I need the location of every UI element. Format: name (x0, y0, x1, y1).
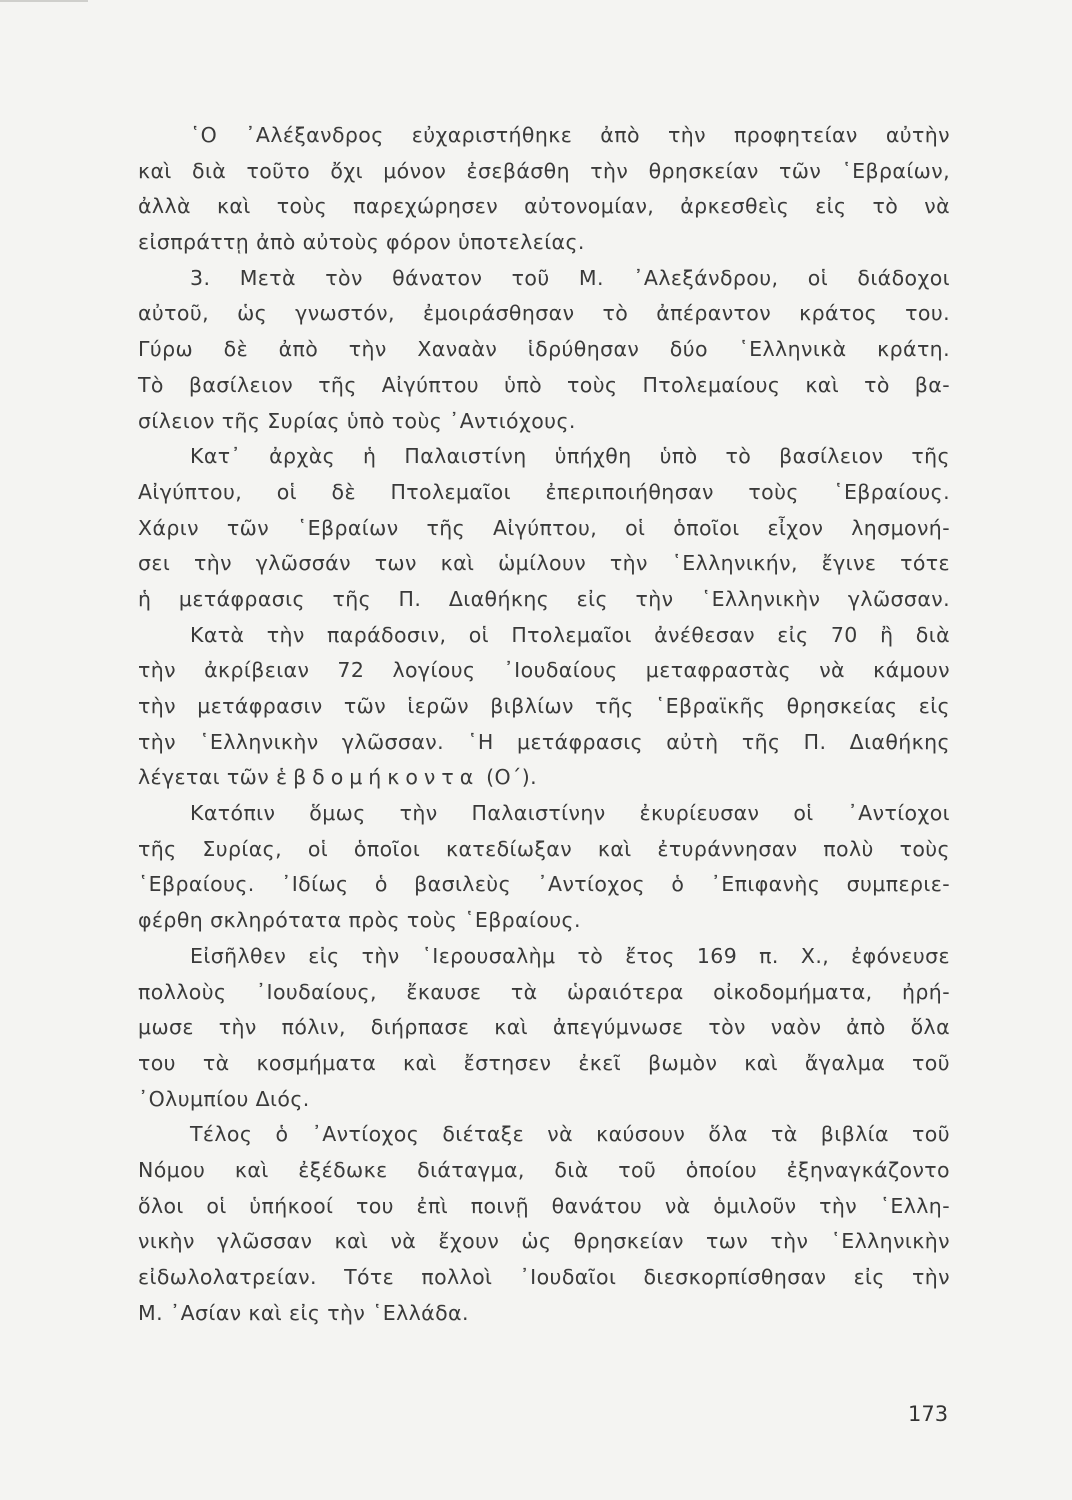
text-line: σει τὴν γλῶσσάν των καὶ ὡμίλουν τὴν ῾Ελληνικήν, ἔγινε τότε (138, 551, 950, 576)
text-line: Εἰσῆλθεν εἰς τὴν ῾Ιερουσαλὴμ τὸ ἔτος 169 π. Χ., ἐφόνευσε (190, 943, 950, 968)
text-line: ἡ μετάφρασις τῆς Π. Διαθήκης εἰς τὴν ῾Ελληνικὴν γλῶσσαν. (138, 586, 950, 611)
text-line: ῾Ο ᾿Αλέξανδρος εὐχαριστήθηκε ἀπὸ τὴν προφητείαν αὐτὴν (190, 123, 950, 147)
text-line: εἰδωλολατρείαν. Τότε πολλοὶ ᾿Ιουδαῖοι διεσκορπίσθησαν εἰς τὴν (138, 1265, 950, 1289)
text-line: τὴν μετάφρασιν τῶν ἱερῶν βιβλίων τῆς ῾Εβραϊκῆς θρησκείας εἰς (138, 694, 950, 718)
text-line: σίλειον τῆς Συρίας ὑπὸ τοὺς ᾿Αντιόχους. (138, 408, 576, 433)
emphasized-word: ἑβδομήκοντα (276, 765, 480, 790)
text-line: λέγεται τῶν ἑβδομήκοντα (Ο΄). (138, 765, 538, 790)
text-line: πολλοὺς ᾿Ιουδαίους, ἔκαυσε τὰ ὡραιότερα οἰκοδομήματα, ἠρή- (138, 979, 950, 1004)
text-line: του τὰ κοσμήματα καὶ ἔστησεν ἐκεῖ βωμὸν καὶ ἄγαλμα τοῦ (138, 1050, 950, 1075)
text-line: εἰσπράττῃ ἀπὸ αὐτοὺς φόρον ὑποτελείας. (138, 230, 585, 255)
text-line: τὴν ἀκρίβειαν 72 λογίους ᾿Ιουδαίους μεταφραστὰς νὰ κάμουν (138, 658, 950, 683)
text-line: καὶ διὰ τοῦτο ὄχι μόνον ἐσεβάσθη τὴν θρησκείαν τῶν ῾Εβραίων, (138, 158, 950, 183)
text-line: ᾿Ολυμπίου Διός. (138, 1086, 310, 1111)
body-text (138, 118, 950, 1331)
text-line: Μ. ᾿Ασίαν καὶ εἰς τὴν ῾Ελλάδα. (138, 1300, 469, 1325)
page-number: 173 (908, 1402, 949, 1426)
text-line: νικὴν γλῶσσαν καὶ νὰ ἔχουν ὡς θρησκείαν των τὴν ῾Ελληνικὴν (138, 1229, 950, 1254)
text-line: φέρθη σκληρότατα πρὸς τοὺς ῾Εβραίους. (138, 908, 581, 933)
text-line: Γύρω δὲ ἀπὸ τὴν Χαναὰν ἱδρύθησαν δύο ῾Ελληνικὰ κράτη. (138, 337, 950, 362)
text-line: ὅλοι οἱ ὑπήκοοί του ἐπὶ ποινῇ θανάτου νὰ ὁμιλοῦν τὴν ῾Ελλη- (138, 1193, 950, 1218)
text-line: ῾Εβραίους. ᾿Ιδίως ὁ βασιλεὺς ᾿Αντίοχος ὁ ᾿Επιφανὴς συμπεριε- (138, 872, 950, 897)
text-line: Νόμου καὶ ἐξέδωκε διάταγμα, διὰ τοῦ ὁποίου ἐξηναγκάζοντο (138, 1157, 950, 1182)
text-line: τὴν ῾Ελληνικὴν γλῶσσαν. ῾Η μετάφρασις αὐτὴ τῆς Π. Διαθήκης (138, 729, 950, 754)
text-line: Τὸ βασίλειον τῆς Αἰγύπτου ὑπὸ τοὺς Πτολεμαίους καὶ τὸ βα- (138, 372, 950, 397)
top-edge-rule (0, 0, 88, 2)
text-line: αὐτοῦ, ὡς γνωστόν, ἐμοιράσθησαν τὸ ἀπέραντον κράτος του. (138, 301, 950, 326)
text-line: Κατ᾿ ἀρχὰς ἡ Παλαιστίνη ὑπήχθη ὑπὸ τὸ βασίλειον τῆς (190, 444, 950, 469)
text-line: Κατὰ τὴν παράδοσιν, οἱ Πτολεμαῖοι ἀνέθεσαν εἰς 70 ἢ διὰ (190, 622, 950, 647)
text-line: Τέλος ὁ ᾿Αντίοχος διέταξε νὰ καύσουν ὅλα τὰ βιβλία τοῦ (190, 1122, 950, 1147)
text-line: ἀλλὰ καὶ τοὺς παρεχώρησεν αὐτονομίαν, ἀρκεσθεὶς εἰς τὸ νὰ (138, 194, 950, 219)
text-line: Κατόπιν ὅμως τὴν Παλαιστίνην ἐκυρίευσαν οἱ ᾿Αντίοχοι (190, 801, 950, 826)
text-line: Χάριν τῶν ῾Εβραίων τῆς Αἰγύπτου, οἱ ὁποῖοι εἶχον λησμονή- (138, 515, 950, 540)
text-line: Αἰγύπτου, οἱ δὲ Πτολεμαῖοι ἐπεριποιήθησαν τοὺς ῾Εβραίους. (138, 479, 950, 504)
text-line: 3. Μετὰ τὸν θάνατον τοῦ Μ. ᾿Αλεξάνδρου, οἱ διάδοχοι (190, 265, 950, 290)
text-line: τῆς Συρίας, οἱ ὁποῖοι κατεδίωξαν καὶ ἐτυράννησαν πολὺ τοὺς (138, 836, 950, 861)
text-line: μωσε τὴν πόλιν, διήρπασε καὶ ἀπεγύμνωσε τὸν ναὸν ἀπὸ ὅλα (138, 1015, 950, 1040)
